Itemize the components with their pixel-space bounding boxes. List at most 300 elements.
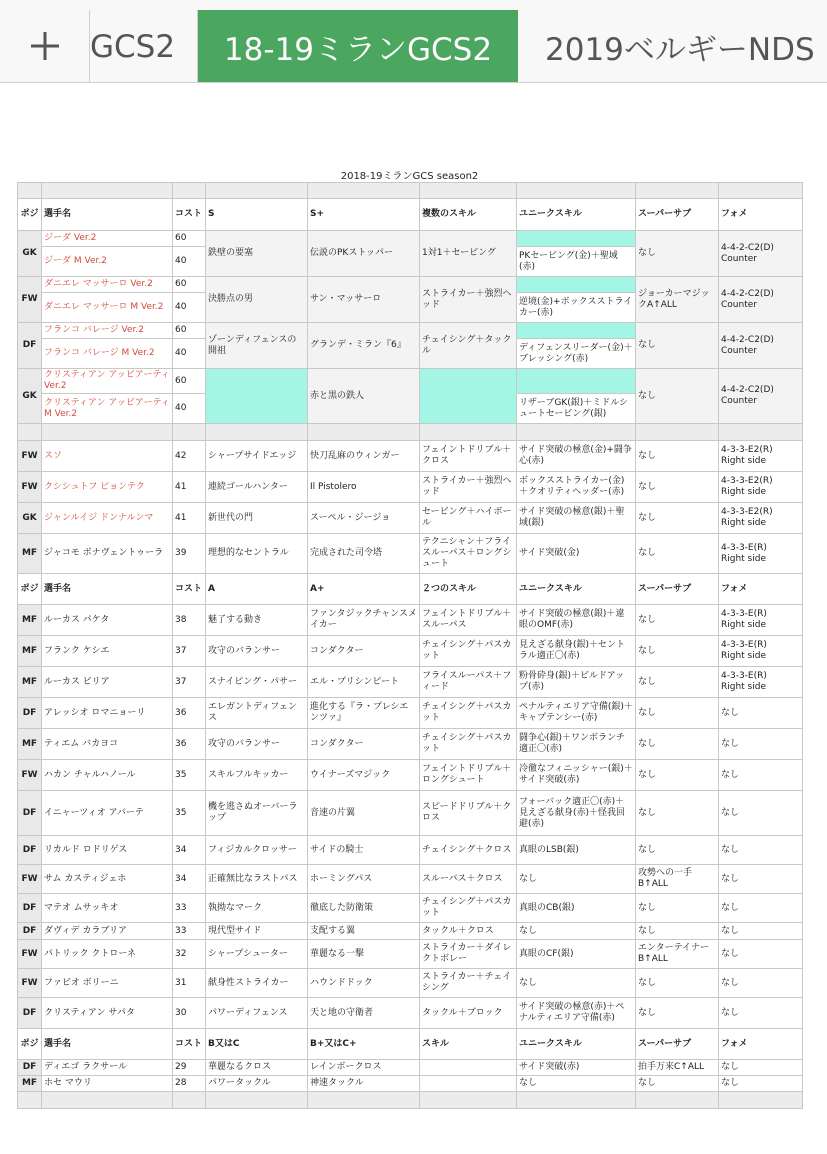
skill-s[interactable]: 連続ゴールハンター <box>206 472 308 503</box>
formation[interactable]: なし <box>719 729 803 760</box>
player-name[interactable]: イニャーツィオ アバーテ <box>42 791 173 836</box>
unique-skill[interactable]: 真眼のLSB(銀) <box>517 836 636 865</box>
cost-cell[interactable]: 36 <box>173 729 206 760</box>
unique-skill[interactable]: なし <box>517 923 636 940</box>
unique-skill[interactable]: 冷徹なフィニッシャー(銀)＋サイド突破(赤) <box>517 760 636 791</box>
header-cell[interactable]: ユニークスキル <box>517 199 636 231</box>
formation[interactable]: なし <box>719 894 803 923</box>
skill-a-plus[interactable]: エル・プリシンピート <box>308 667 420 698</box>
empty-cell[interactable] <box>173 1092 206 1109</box>
empty-cell[interactable] <box>173 424 206 441</box>
empty-cell[interactable] <box>719 424 803 441</box>
skill-s[interactable]: ゾーンディフェンスの開祖 <box>206 323 308 369</box>
player-name[interactable]: ルーカス パケタ <box>42 605 173 636</box>
super-sub[interactable]: なし <box>636 1076 719 1092</box>
player-name[interactable]: ファビオ ボリーニ <box>42 969 173 998</box>
cost-cell[interactable]: 41 <box>173 472 206 503</box>
skill-a-plus[interactable]: 支配する翼 <box>308 923 420 940</box>
player-name[interactable]: マテオ ムサッキオ <box>42 894 173 923</box>
unique-skill[interactable]: ディフェンスリーダー(金)＋ブレッシング(赤) <box>517 339 636 369</box>
unique-skill[interactable]: リザーブGK(銀)＋ミドルシュートセービング(銀) <box>517 394 636 424</box>
empty-cell[interactable] <box>42 183 173 199</box>
position-cell[interactable]: GK <box>18 503 42 534</box>
empty-cell[interactable] <box>308 424 420 441</box>
cost-cell[interactable]: 34 <box>173 836 206 865</box>
cost-cell[interactable]: 29 <box>173 1060 206 1076</box>
multi-skill[interactable] <box>420 369 517 424</box>
super-sub[interactable]: なし <box>636 667 719 698</box>
cost-cell[interactable]: 60 <box>173 323 206 339</box>
skill-a[interactable]: 執拗なマーク <box>206 894 308 923</box>
player-row <box>18 760 803 791</box>
cost-cell[interactable]: 38 <box>173 605 206 636</box>
formation[interactable]: なし <box>719 791 803 836</box>
position-cell[interactable]: GK <box>18 369 42 424</box>
player-name[interactable]: フランコ バレージ M Ver.2 <box>42 339 173 369</box>
position-cell[interactable]: MF <box>18 605 42 636</box>
super-sub[interactable]: 拍手万来C↑ALL <box>636 1060 719 1076</box>
player-name[interactable]: ダニエレ マッサーロ M Ver.2 <box>42 293 173 323</box>
header-cell[interactable]: A+ <box>308 574 420 605</box>
header-cell[interactable]: B+又はC+ <box>308 1029 420 1060</box>
super-sub[interactable]: なし <box>636 836 719 865</box>
player-row <box>18 998 803 1029</box>
super-sub[interactable]: ジョーカーマジックA↑ALL <box>636 277 719 323</box>
header-cell[interactable]: フォメ <box>719 574 803 605</box>
formation[interactable]: なし <box>719 865 803 894</box>
skill-a-plus[interactable]: サイドの騎士 <box>308 836 420 865</box>
super-sub[interactable]: なし <box>636 636 719 667</box>
cost-cell[interactable]: 35 <box>173 791 206 836</box>
skill-a-plus[interactable]: ウイナーズマジック <box>308 760 420 791</box>
skill-a[interactable]: 献身性ストライカー <box>206 969 308 998</box>
empty-cell[interactable] <box>719 183 803 199</box>
empty-cell[interactable] <box>420 424 517 441</box>
skill-a-plus[interactable]: コンダクター <box>308 729 420 760</box>
super-sub[interactable]: なし <box>636 369 719 424</box>
player-name[interactable]: ジーダ Ver.2 <box>42 231 173 247</box>
formation[interactable]: 4-4-2-C2(D) Counter <box>719 369 803 424</box>
skill-s-plus[interactable]: グランデ・ミラン『6』 <box>308 323 420 369</box>
skill-a[interactable]: 正確無比なラストパス <box>206 865 308 894</box>
two-skills[interactable]: チェイシング＋パスカット <box>420 698 517 729</box>
unique-skill[interactable]: 闘争心(銀)＋ワンボランチ適正〇(赤) <box>517 729 636 760</box>
position-cell[interactable]: DF <box>18 1060 42 1076</box>
header-cell[interactable]: スーパーサブ <box>636 1029 719 1060</box>
tab-gcs2[interactable]: GCS2 <box>90 10 198 83</box>
unique-skill[interactable]: なし <box>517 865 636 894</box>
player-name[interactable]: クリスティアン アッビアーティ M Ver.2 <box>42 394 173 424</box>
super-sub[interactable]: 攻勢への一手 B↑ALL <box>636 865 719 894</box>
formation[interactable]: なし <box>719 1076 803 1092</box>
skill-s-plus[interactable]: 完成された司令塔 <box>308 534 420 574</box>
super-sub[interactable]: なし <box>636 760 719 791</box>
header-cell[interactable]: コスト <box>173 199 206 231</box>
position-cell[interactable]: MF <box>18 1076 42 1092</box>
unique-skill[interactable]: ペナルティエリア守備(銀)＋キャプテンシー(赤) <box>517 698 636 729</box>
skill-a-plus[interactable]: ホーミングパス <box>308 865 420 894</box>
formation[interactable]: なし <box>719 836 803 865</box>
multi-skill[interactable]: テクニシャン＋フライスルーパス＋ロングシュート <box>420 534 517 574</box>
header-cell[interactable]: コスト <box>173 1029 206 1060</box>
skill-s[interactable]: シャープサイドエッジ <box>206 441 308 472</box>
skill-a-plus[interactable]: コンダクター <box>308 636 420 667</box>
header-cell[interactable]: 複数のスキル <box>420 199 517 231</box>
position-cell[interactable]: MF <box>18 667 42 698</box>
plus-icon <box>28 29 62 63</box>
player-name[interactable]: ダヴィデ カラブリア <box>42 923 173 940</box>
player-row <box>18 277 803 293</box>
add-tab-button[interactable] <box>0 10 90 82</box>
cost-cell[interactable]: 40 <box>173 293 206 323</box>
cost-cell[interactable]: 31 <box>173 969 206 998</box>
super-sub[interactable]: なし <box>636 605 719 636</box>
formation[interactable]: 4-4-2-C2(D) Counter <box>719 231 803 277</box>
position-cell[interactable]: DF <box>18 923 42 940</box>
unique-skill[interactable] <box>517 323 636 339</box>
skill-b-plus[interactable]: 神速タックル <box>308 1076 420 1092</box>
cost-cell[interactable]: 37 <box>173 636 206 667</box>
player-name[interactable]: リカルド ロドリゲス <box>42 836 173 865</box>
formation[interactable]: 4-4-2-C2(D) Counter <box>719 323 803 369</box>
cost-cell[interactable]: 41 <box>173 503 206 534</box>
player-row <box>18 472 803 503</box>
formation[interactable]: なし <box>719 998 803 1029</box>
header-cell[interactable]: スーパーサブ <box>636 574 719 605</box>
position-cell[interactable]: DF <box>18 894 42 923</box>
empty-cell[interactable] <box>206 183 308 199</box>
header-cell[interactable]: ポジ <box>18 574 42 605</box>
header-cell[interactable]: フォメ <box>719 1029 803 1060</box>
player-name[interactable]: ティエム バカヨコ <box>42 729 173 760</box>
formation[interactable]: 4-3-3-E(R) Right side <box>719 636 803 667</box>
unique-skill[interactable]: なし <box>517 1076 636 1092</box>
empty-cell[interactable] <box>206 424 308 441</box>
skill-s-plus[interactable]: 快刀乱麻のウィンガー <box>308 441 420 472</box>
player-name[interactable]: フランク ケシエ <box>42 636 173 667</box>
skill-a-plus[interactable]: 徹底した防衛策 <box>308 894 420 923</box>
empty-cell[interactable] <box>308 1092 420 1109</box>
formation[interactable]: なし <box>719 698 803 729</box>
multi-skill[interactable]: セービング＋ハイボール <box>420 503 517 534</box>
header-cell[interactable]: S <box>206 199 308 231</box>
skill-cell[interactable] <box>420 1060 517 1076</box>
multi-skill[interactable]: 1対1＋セービング <box>420 231 517 277</box>
super-sub[interactable]: なし <box>636 698 719 729</box>
skill-b[interactable]: パワータックル <box>206 1076 308 1092</box>
skill-a[interactable]: スキルフルキッカー <box>206 760 308 791</box>
unique-skill[interactable]: なし <box>517 969 636 998</box>
player-row <box>18 441 803 472</box>
player-row <box>18 969 803 998</box>
skill-a[interactable]: パワーディフェンス <box>206 998 308 1029</box>
empty-cell[interactable] <box>636 183 719 199</box>
cost-cell[interactable]: 30 <box>173 998 206 1029</box>
unique-skill[interactable]: フォーバック適正〇(赤)＋見えざる献身(赤)＋怪我回避(赤) <box>517 791 636 836</box>
empty-cell[interactable] <box>420 183 517 199</box>
header-cell[interactable]: B又はC <box>206 1029 308 1060</box>
cost-cell[interactable]: 60 <box>173 277 206 293</box>
cost-cell[interactable]: 39 <box>173 534 206 574</box>
formation[interactable]: 4-3-3-E2(R) Right side <box>719 472 803 503</box>
header-cell[interactable]: コスト <box>173 574 206 605</box>
cost-cell[interactable]: 40 <box>173 339 206 369</box>
unique-skill[interactable] <box>517 231 636 247</box>
super-sub[interactable]: なし <box>636 791 719 836</box>
skill-a-plus[interactable]: ファンタジックチャンスメイカー <box>308 605 420 636</box>
cost-cell[interactable]: 34 <box>173 865 206 894</box>
unique-skill[interactable] <box>517 369 636 394</box>
empty-cell[interactable] <box>719 1092 803 1109</box>
multi-skill[interactable]: ストライカー＋強烈ヘッド <box>420 472 517 503</box>
cost-cell[interactable]: 35 <box>173 760 206 791</box>
unique-skill[interactable]: サイド突破の極意(銀)＋違眼のOMF(赤) <box>517 605 636 636</box>
skill-b-plus[interactable]: レインボークロス <box>308 1060 420 1076</box>
empty-cell[interactable] <box>636 424 719 441</box>
formation[interactable]: なし <box>719 760 803 791</box>
player-row <box>18 667 803 698</box>
skill-s[interactable] <box>206 369 308 424</box>
empty-cell[interactable] <box>206 1092 308 1109</box>
skill-a-plus[interactable]: ハウンドドック <box>308 969 420 998</box>
skill-s-plus[interactable]: サン・マッサーロ <box>308 277 420 323</box>
cost-cell[interactable]: 32 <box>173 940 206 969</box>
skill-s[interactable]: 理想的なセントラル <box>206 534 308 574</box>
cost-cell[interactable]: 60 <box>173 231 206 247</box>
skill-s[interactable]: 新世代の門 <box>206 503 308 534</box>
position-cell[interactable]: MF <box>18 729 42 760</box>
two-skills[interactable]: タックル＋ブロック <box>420 998 517 1029</box>
unique-skill[interactable]: サイド突破(金) <box>517 534 636 574</box>
two-skills[interactable]: フェイントドリブル＋ロングシュート <box>420 760 517 791</box>
position-cell[interactable]: FW <box>18 865 42 894</box>
player-name[interactable]: クシシュトフ ピョンテク <box>42 472 173 503</box>
empty-cell[interactable] <box>517 1092 636 1109</box>
header-cell[interactable]: 選手名 <box>42 1029 173 1060</box>
header-cell[interactable]: ポジ <box>18 199 42 231</box>
player-name[interactable]: ホセ マウリ <box>42 1076 173 1092</box>
super-sub[interactable]: なし <box>636 534 719 574</box>
unique-skill[interactable]: 見えざる献身(銀)＋セントラル適正〇(赤) <box>517 636 636 667</box>
tab-milan-gcs2[interactable]: 18-19ミランGCS2 <box>198 10 518 83</box>
formation[interactable]: なし <box>719 969 803 998</box>
formation[interactable]: 4-3-3-E(R) Right side <box>719 667 803 698</box>
formation[interactable]: なし <box>719 923 803 940</box>
skill-a-plus[interactable]: 進化する『ラ・プレシエンツァ』 <box>308 698 420 729</box>
position-cell[interactable]: MF <box>18 534 42 574</box>
skill-s[interactable]: 鉄壁の要塞 <box>206 231 308 277</box>
two-skills[interactable]: フライスルーパス＋フィード <box>420 667 517 698</box>
player-row <box>18 865 803 894</box>
skill-a[interactable]: シャープシューター <box>206 940 308 969</box>
position-cell[interactable]: DF <box>18 836 42 865</box>
two-skills[interactable]: フェイントドリブル＋スルーパス <box>420 605 517 636</box>
header-cell[interactable]: スーパーサブ <box>636 199 719 231</box>
cost-cell[interactable]: 33 <box>173 894 206 923</box>
empty-cell[interactable] <box>173 183 206 199</box>
two-skills[interactable]: スルーパス＋クロス <box>420 865 517 894</box>
player-name[interactable]: ルーカス ビリア <box>42 667 173 698</box>
unique-skill[interactable]: ボックスストライカー(金)＋クオリティヘッダー(赤) <box>517 472 636 503</box>
skill-a-plus[interactable]: 音速の片翼 <box>308 791 420 836</box>
skill-a-plus[interactable]: 天と地の守衛者 <box>308 998 420 1029</box>
header-cell[interactable]: A <box>206 574 308 605</box>
empty-cell[interactable] <box>42 1092 173 1109</box>
empty-cell[interactable] <box>517 183 636 199</box>
position-cell[interactable]: DF <box>18 323 42 369</box>
two-skills[interactable]: チェイシング＋クロス <box>420 836 517 865</box>
header-cell[interactable]: スキル <box>420 1029 517 1060</box>
cost-cell[interactable]: 42 <box>173 441 206 472</box>
unique-skill[interactable]: サイド突破の極意(赤)＋ペナルティエリア守備(赤) <box>517 998 636 1029</box>
player-name[interactable]: サム カスティジェホ <box>42 865 173 894</box>
cost-cell[interactable]: 36 <box>173 698 206 729</box>
skill-a[interactable]: 魅了する動き <box>206 605 308 636</box>
formation[interactable]: なし <box>719 1060 803 1076</box>
two-skills[interactable]: タックル＋クロス <box>420 923 517 940</box>
formation[interactable]: なし <box>719 940 803 969</box>
player-name[interactable]: ハカン チャルハノール <box>42 760 173 791</box>
position-cell[interactable]: DF <box>18 998 42 1029</box>
player-name[interactable]: ジーダ M Ver.2 <box>42 247 173 277</box>
player-name[interactable]: クリスティアン アッビアーティ Ver.2 <box>42 369 173 394</box>
cost-cell[interactable]: 28 <box>173 1076 206 1092</box>
skill-s-plus[interactable]: Il Pistolero <box>308 472 420 503</box>
blank-row <box>18 424 803 441</box>
super-sub[interactable]: なし <box>636 472 719 503</box>
super-sub[interactable]: なし <box>636 998 719 1029</box>
super-sub[interactable]: なし <box>636 503 719 534</box>
super-sub[interactable]: なし <box>636 323 719 369</box>
empty-cell[interactable] <box>420 1092 517 1109</box>
player-name[interactable]: ダニエレ マッサーロ Ver.2 <box>42 277 173 293</box>
skill-a[interactable]: 攻守のバランサー <box>206 729 308 760</box>
position-cell[interactable]: FW <box>18 472 42 503</box>
position-cell[interactable]: FW <box>18 760 42 791</box>
player-name[interactable]: ディエゴ ラクサール <box>42 1060 173 1076</box>
skill-s[interactable]: 決勝点の男 <box>206 277 308 323</box>
player-name[interactable]: スソ <box>42 441 173 472</box>
multi-skill[interactable]: フェイントドリブル＋クロス <box>420 441 517 472</box>
skill-a[interactable]: エレガントディフェンス <box>206 698 308 729</box>
empty-cell[interactable] <box>517 424 636 441</box>
skill-a-plus[interactable]: 華麗なる一撃 <box>308 940 420 969</box>
position-cell[interactable]: MF <box>18 636 42 667</box>
header-cell[interactable]: ポジ <box>18 1029 42 1060</box>
position-cell[interactable]: FW <box>18 940 42 969</box>
empty-cell[interactable] <box>18 183 42 199</box>
multi-skill[interactable]: チェイシング＋タックル <box>420 323 517 369</box>
formation[interactable]: 4-3-3-E2(R) Right side <box>719 441 803 472</box>
unique-skill[interactable]: サイド突破の極意(銀)＋聖域(銀) <box>517 503 636 534</box>
header-cell[interactable]: S+ <box>308 199 420 231</box>
position-cell[interactable]: GK <box>18 231 42 277</box>
cost-cell[interactable]: 37 <box>173 667 206 698</box>
cost-cell[interactable]: 33 <box>173 923 206 940</box>
empty-cell[interactable] <box>18 424 42 441</box>
player-name[interactable]: フランコ バレージ Ver.2 <box>42 323 173 339</box>
super-sub[interactable]: なし <box>636 729 719 760</box>
empty-cell[interactable] <box>636 1092 719 1109</box>
player-row <box>18 836 803 865</box>
player-row <box>18 1076 803 1092</box>
skill-a[interactable]: 機を逃さぬオーバーラップ <box>206 791 308 836</box>
header-cell[interactable]: 選手名 <box>42 199 173 231</box>
super-sub[interactable]: なし <box>636 441 719 472</box>
header-cell[interactable]: ユニークスキル <box>517 1029 636 1060</box>
skill-cell[interactable] <box>420 1076 517 1092</box>
formation[interactable]: 4-3-3-E(R) Right side <box>719 605 803 636</box>
two-skills[interactable]: ストライカー＋チェイシング <box>420 969 517 998</box>
skill-s-plus[interactable]: 赤と黒の鉄人 <box>308 369 420 424</box>
skill-s-plus[interactable]: 伝説のPKストッパー <box>308 231 420 277</box>
unique-skill[interactable]: PKセービング(金)＋聖域(赤) <box>517 247 636 277</box>
player-name[interactable]: ジャコモ ボナヴェントゥーラ <box>42 534 173 574</box>
player-name[interactable]: ジャンルイジ ドンナルンマ <box>42 503 173 534</box>
skill-a[interactable]: スナイピング・パサー <box>206 667 308 698</box>
blank-row <box>18 183 803 199</box>
unique-skill[interactable]: 逆境(金)+ボックスストライカー(赤) <box>517 293 636 323</box>
two-skills[interactable]: チェイシング＋パスカット <box>420 636 517 667</box>
unique-skill[interactable] <box>517 277 636 293</box>
position-cell[interactable]: FW <box>18 969 42 998</box>
two-skills[interactable]: ストライカー＋ダイレクトボレー <box>420 940 517 969</box>
cost-cell[interactable]: 60 <box>173 369 206 394</box>
skill-a[interactable]: 攻守のバランサー <box>206 636 308 667</box>
skill-b[interactable]: 華麗なるクロス <box>206 1060 308 1076</box>
skill-a[interactable]: フィジカルクロッサー <box>206 836 308 865</box>
super-sub[interactable]: なし <box>636 923 719 940</box>
unique-skill[interactable]: 真眼のCB(銀) <box>517 894 636 923</box>
cost-cell[interactable]: 40 <box>173 394 206 424</box>
header-cell[interactable]: 選手名 <box>42 574 173 605</box>
formation[interactable]: 4-3-3-E(R) Right side <box>719 534 803 574</box>
player-name[interactable]: クリスティアン サパタ <box>42 998 173 1029</box>
position-cell[interactable]: DF <box>18 698 42 729</box>
super-sub[interactable]: なし <box>636 231 719 277</box>
player-name[interactable]: アレッシオ ロマニョーリ <box>42 698 173 729</box>
skill-a[interactable]: 現代型サイド <box>206 923 308 940</box>
header-cell[interactable]: ２つのスキル <box>420 574 517 605</box>
tab-belgium-nds[interactable]: 2019ベルギーNDS <box>519 10 827 83</box>
empty-cell[interactable] <box>42 424 173 441</box>
two-skills[interactable]: チェイシング＋パスカット <box>420 894 517 923</box>
multi-skill[interactable]: ストライカー＋強烈ヘッド <box>420 277 517 323</box>
skill-s-plus[interactable]: スーペル・ジージョ <box>308 503 420 534</box>
unique-skill[interactable]: サイド突破の極意(金)+闘争心(赤) <box>517 441 636 472</box>
unique-skill[interactable]: 真眼のCF(銀) <box>517 940 636 969</box>
cost-cell[interactable]: 40 <box>173 247 206 277</box>
super-sub[interactable]: エンターテイナー B↑ALL <box>636 940 719 969</box>
header-cell[interactable]: フォメ <box>719 199 803 231</box>
header-cell[interactable]: ユニークスキル <box>517 574 636 605</box>
super-sub[interactable]: なし <box>636 969 719 998</box>
unique-skill[interactable]: サイド突破(赤) <box>517 1060 636 1076</box>
empty-cell[interactable] <box>18 1092 42 1109</box>
player-row <box>18 791 803 836</box>
empty-cell[interactable] <box>308 183 420 199</box>
unique-skill[interactable]: 粉骨砕身(銀)＋ビルドアップ(赤) <box>517 667 636 698</box>
formation[interactable]: 4-3-3-E2(R) Right side <box>719 503 803 534</box>
player-name[interactable]: パトリック クトローネ <box>42 940 173 969</box>
formation[interactable]: 4-4-2-C2(D) Counter <box>719 277 803 323</box>
two-skills[interactable]: チェイシング＋パスカット <box>420 729 517 760</box>
super-sub[interactable]: なし <box>636 894 719 923</box>
two-skills[interactable]: スピードドリブル＋クロス <box>420 791 517 836</box>
position-cell[interactable]: DF <box>18 791 42 836</box>
position-cell[interactable]: FW <box>18 277 42 323</box>
position-cell[interactable]: FW <box>18 441 42 472</box>
